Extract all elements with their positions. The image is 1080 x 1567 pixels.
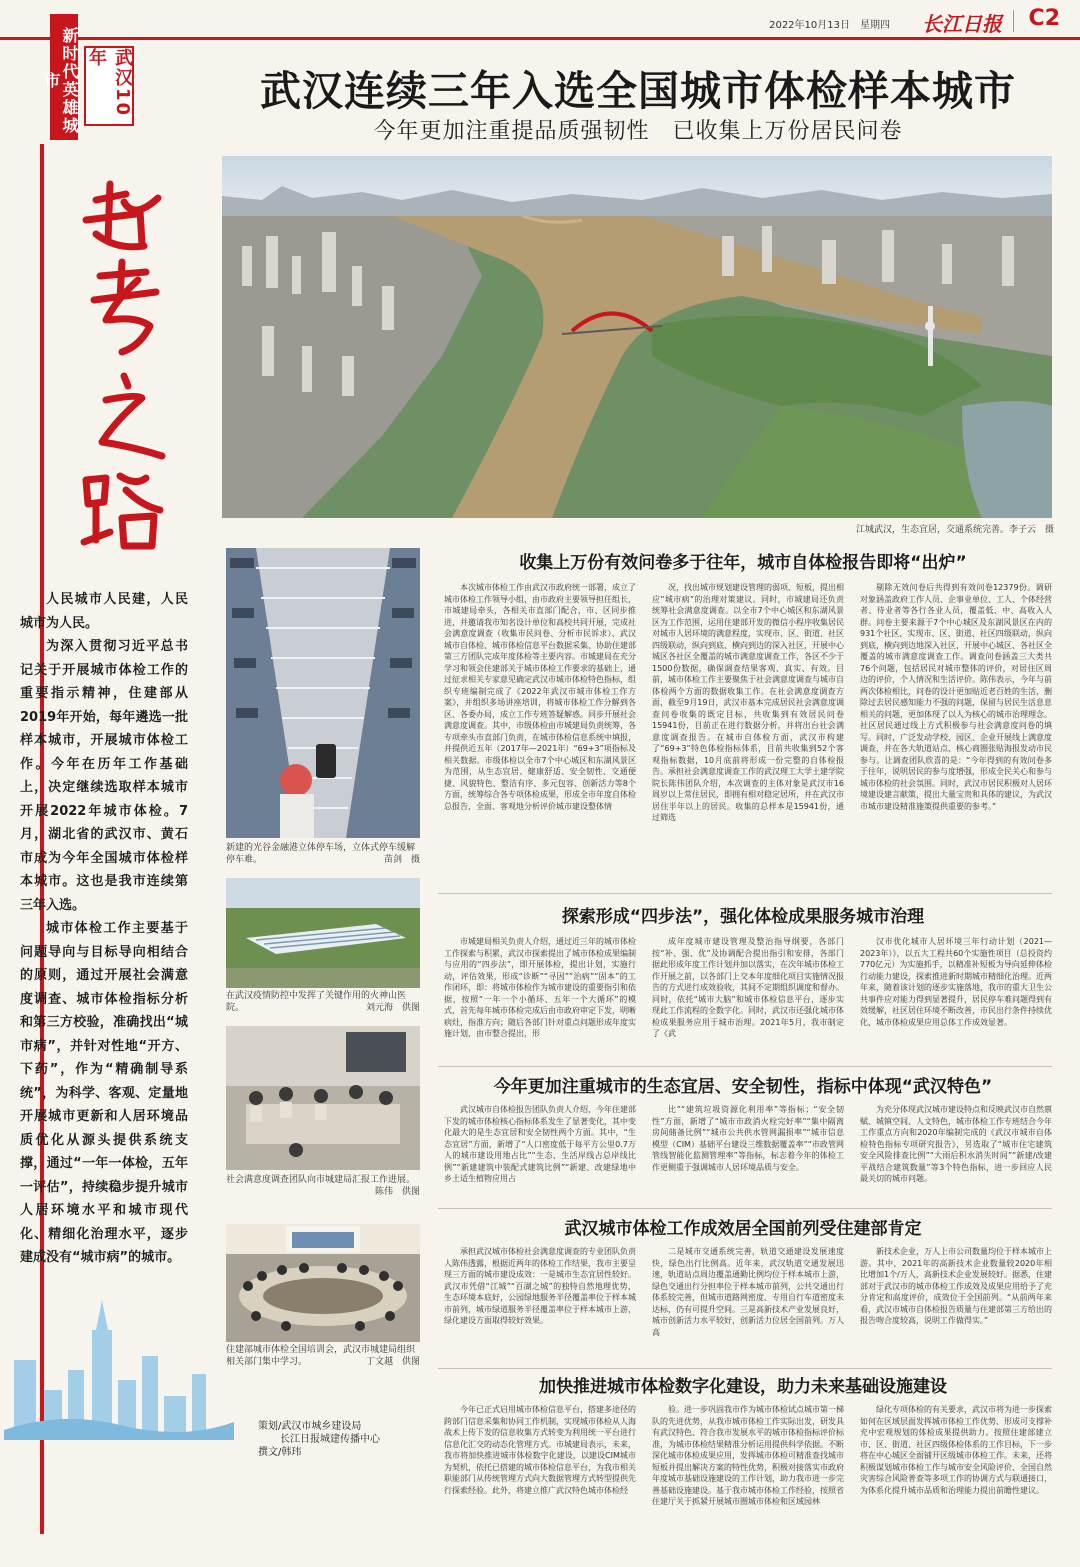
article-column: 汉市优化城市人居环境三年行动计划（2021—2023年）》，以五大工程共60个实施性项目（总投资约770亿元）为实施抓手，以精准补短板为导向延伸体检行动能力建设，探索推进新时期城市精细化治理。近两年来，随着该计划的逐步实施落地，我市的重大卫生公共事件应对能力得到显著提升，居民停车难问题得到有效缓解，社区居住环境不断改善，市民出行条件持续优化，城市体检成果应用总体工作成效显著。 bbox=[860, 937, 1052, 1027]
section-body-four-step bbox=[444, 936, 1052, 1060]
paper-name: 长江日报 bbox=[922, 12, 1002, 36]
article-column: 承担武汉城市体检社会满意度调查的专业团队负责人陈伟透露，根据近两年的体检工作结果，我市主要呈现三方面的城市建设成效：一是城市生态宜居性较好。武汉市凭借“江城”“百湖之城”的独特自然地理优势，生态环境本底好，公园绿地服务半径覆盖率位于样本城市前列，城市绿道服务半径覆盖率位于样本城市上游，绿化建设方面取得较好效果。 bbox=[444, 1247, 636, 1325]
caption-text: 在武汉疫情防控中发挥了关键作用的火神山医院。 bbox=[226, 991, 407, 1013]
credit-center: 长江日报城建传播中心 bbox=[280, 1434, 380, 1445]
photo-caption bbox=[226, 1174, 420, 1198]
parking-garage-illustration bbox=[226, 548, 420, 838]
masthead-divider bbox=[1013, 10, 1014, 32]
page-number: C2 bbox=[1028, 6, 1060, 31]
caption-text: 住建部城市体检全国培训会，武汉市城建局组织相关部门集中学习。 bbox=[226, 1345, 416, 1367]
section-heading-national-recognition: 武汉城市体检工作成效居全国前列受住建部肯定 bbox=[564, 1219, 922, 1239]
section-heading-wuhan-features: 今年更加注重城市的生态宜居、安全韧性，指标中体现“武汉特色” bbox=[493, 1077, 993, 1097]
photo-caption bbox=[226, 990, 420, 1014]
calligraphy-title-image bbox=[66, 180, 176, 560]
meeting-room-illustration bbox=[226, 1026, 420, 1170]
conference-illustration bbox=[226, 1224, 420, 1342]
city-skyline-illustration bbox=[4, 1300, 234, 1440]
intro-paragraph: 城市体检工作主要基于问题导向与目标导向相结合的原则，通过开展社会满意度调查、城市体检指标分析和第三方校验，准确找出“城市病”，并针对性地“开方、下药”，作为“精确制导系统”，为科学、客观、定量地开展城市更新和人居环境品质优化从源头提供系统支撑，通过“一年一体检，五年一评估”，持续稳步提升城市人居环境水平和城市现代化、精细化治理水平，逐步建成没有“城市病”的城市。 bbox=[20, 921, 188, 1265]
section-divider bbox=[438, 893, 1052, 894]
article-column: 验。进一步巩固我市作为城市体检试点城市第一梯队的先进优势，从我市城市体检工作实际出发，研发具有武汉特色、符合我市发展水平的城市体检指标评价标准，为城市体检结果精准分析运用提供科学依据。不断深化城市体检成果应用，发挥城市体检可精准查找城市短板并提出解决方案的特性优势，积极对接落实市政府年度城市基础设施建设的工作计划，助力我市进一步完善基础设施建设。基于我市城市体检工作经验，按照省住建厅关于抓紧开展城市圈城市体检和区域园林 bbox=[652, 1405, 844, 1506]
section-body-survey bbox=[444, 582, 1052, 884]
section-body-wuhan-features bbox=[444, 1104, 1052, 1214]
sub-headline: 今年更加注重提品质强韧性 已收集上万份居民问卷 bbox=[373, 119, 903, 144]
credit-writer: 撰文/韩玮 bbox=[258, 1447, 302, 1458]
wuhan-10-years-badge: 武汉10年 bbox=[84, 46, 134, 126]
caption-credit: 丁文越 供图 bbox=[365, 1357, 420, 1367]
article-column: 为充分体现武汉城市建设特点和反映武汉市自然禀赋、城镇空间、人文特色，城市体检工作专班结合今年工作重点方向和2020年编制完成的《武汉市城市自体检特色指标专项研究报告》，另选取了“城市住宅建筑安全风险排查比例”“大雨后积水消失时间”“新建/改建平战结合建筑数量”等3个特色指标，进一步回应人民最关切的城市问题。 bbox=[860, 1105, 1052, 1183]
intro-paragraph: 人民城市人民建，人民城市为人民。 bbox=[20, 592, 188, 631]
photo-training-conference bbox=[226, 1224, 420, 1342]
masthead bbox=[0, 0, 1080, 40]
caption-text: 新建的光谷金融港立体停车场，立体式停车缓解停车难。 bbox=[226, 843, 416, 865]
main-headline: 武汉连续三年入选全国城市体检样本城市 bbox=[260, 67, 1016, 115]
section-divider bbox=[438, 1368, 1052, 1369]
caption-credit: 苗剑 摄 bbox=[383, 855, 420, 865]
photo-caption bbox=[226, 842, 420, 866]
intro-text bbox=[20, 588, 188, 1270]
article-column: 成年度城市建设管理及整治指导纲要，各部门按“补、强、优”及协调配合提出指引和安排，各部门据此形成年度工作计划并加以落实，在次年城市体检工作开展之前，以各部门上交本年度细化项目实施情况报告的方式进行成效验收，其间不定期组织调度和督办。同时，依托“城市大脑”和城市体检信息平台，逐步实现此工作流程的全数字化。同时，武汉市还强化城市体检成果服务应用于城市治理。2021年5月，我市制定了《武 bbox=[652, 937, 844, 1038]
article-column: 武汉城市自体检报告团队负责人介绍，今年住建部下发的城市体检核心指标体系发生了显著变化，其中变化最大的是生态宜居和安全韧性两个方面。其中，“生态宜居”方面，新增了“人口密度低于每平方公里0.7万人的城市建设用地占比”“生态、生活岸线占总岸线比例”“新建建筑中装配式建筑比例”“新建、改建绿地中乡土适生植物应用占 bbox=[444, 1105, 636, 1183]
photo-survey-team-meeting bbox=[226, 1026, 420, 1170]
section-body-digital bbox=[444, 1404, 1052, 1560]
article-column: 今年已正式启用城市体检信息平台，搭建多途径的跨部门信息采集和协同工作机制，实现城市体检从人海战术上传下发的信息收集方式转变为利用统一平台进行信息化汇交的动态化管理方式。市城建局表示，未来，我市将加快推进城市体检数字化建设，以建设CIM城市为契机，依托已搭建的城市体检信息平台，为我市相关职能部门从传统管理方式向大数据管理方式转型提供先行探索经验。此外，将建立推广武汉特色城市体检经 bbox=[444, 1405, 636, 1495]
section-heading-four-step: 探索形成“四步法”，强化体检成果服务城市治理 bbox=[561, 907, 925, 927]
caption-credit: 刘元海 供图 bbox=[365, 1003, 420, 1013]
series-label: 新时代英雄城市 bbox=[50, 14, 78, 140]
article-column: 剔除无效问卷后共得到有效问卷12379份。调研对象涵盖政府工作人员、企事业单位、工人、个体经营者、待业者等各行各业人员，覆盖低、中、高收入人群。问卷主要来源于7个中心城区及东湖风景区在内的931个社区，实现市、区、街道、社区四级联动，纵向到底，横向到边地深入社区，开展中心城区、各社区全覆盖的城市满意度调查工作。调查问卷涵盖三大类共76个问题，包括居民对城市整体的评价，对居住区周边的评价，个人情况和生活评价。陈伟表示，今年与前两次体检相比，问卷的设计更加贴近老百姓的生活，删除过去居民感知能力不强的问题，保留与居民生活息息相关的问题，更加体现了以人为核心的城市治理理念。社区居民通过线上方式积极参与社会满意度问卷的填写。同时，广泛发动学校、园区、企业开展线上满意度调查，并在各大轨道站点、核心商圈张贴海报发动市民参与。让调查团队欣喜的是：“今年得到的有效问卷多于往年，说明居民的参与度增强，形成全民关心和参与城市体检的社会氛围。同时，武汉市居民积极对人居环境建设建言献策，提出大量宝贵和具体的建议，为武汉市城市建设精准施策提供重要的参考。” bbox=[860, 583, 1052, 811]
photo-caption bbox=[226, 1344, 420, 1368]
credit-planning: 策划/武汉市城乡建设局 bbox=[258, 1421, 362, 1432]
section-heading-digital: 加快推进城市体检数字化建设，助力未来基础设施建设 bbox=[539, 1377, 947, 1397]
caption-credit: 陈伟 供图 bbox=[374, 1187, 420, 1197]
caption-text: 社会满意度调查团队向市城建局汇报工作进展。 bbox=[226, 1175, 416, 1185]
article-column: 二是城市交通系统完善，轨道交通建设发展速度快，绿色出行比例高。近年来，武汉轨道交通发展迅速，轨道站点周边覆盖通勤比例均位于样本城市上游，绿色交通出行分担率位于样本城市前列，公共交通出行体系较完善，但城市道路网密度、专用自行车道密度未达标，仍有可提升空间。三是高新技术产业发展良好，城市创新活力水平较好，创新活力位居全国前列。万人高 bbox=[652, 1247, 844, 1337]
hero-photo-caption: 江城武汉，生态宜居，交通系统完善。李子云 摄 bbox=[855, 525, 1054, 535]
article-column: 况，找出城市规划建设管理的弱项、短板，提出相应“城市病”的治理对策建议。同时，市城建局还负责统筹社会满意度调查。以全市7个中心城区和东湖风景区为工作范围，运用住建部开发的微信小程序收集居民对城市人居环境的满意程度，实现市、区、街道、社区四级联动，纵向到底、横向到边的深入社区，开展中心城区各社区全覆盖的城市满意度调查工作，各区不少于1500份数据，确保调查结果客观、真实、有效。目前，城市体检工作主要聚焦于社会满意度调查与城市自体检两个方面的数据收集工作。在社会满意度调查方面，截至9月19日，武汉市基本完成居民社会满意度调查问卷收集的既定目标，共收集到有效居民问卷15941份，目前正在进行数据分析，并将出台社会满意度调查报告。在城市自体检方面，武汉市构建了“69+3”特色体检指标体系，目前共收集到52个客观指标数据，10月底前将形成一份完整的自体检报告。承担社会满意度调查工作的武汉理工大学土建学院院长陈伟团队介绍，本次调查的主体对象是武汉市16周岁以上常住居民，即拥有相对稳定居所，并在武汉市居住半年以上的居民。收集的总样本是15941份，通过筛选 bbox=[652, 583, 844, 822]
aerial-city-illustration bbox=[222, 156, 1052, 518]
section-divider bbox=[438, 1208, 1052, 1209]
intro-paragraph: 为深入贯彻习近平总书记关于开展城市体检工作的重要指示精神，住建部从2019年开始，每年遴选一批样本城市，开展城市体检工作。今年在历年工作基础上，决定继续选取样本城市开展2022年城市体检。7月，湖北省的武汉市、黄石市成为今年全国城市体检样本城市。这也是我市连续第三年入选。 bbox=[20, 639, 188, 913]
hospital-illustration bbox=[226, 878, 420, 988]
article-column: 新技术企业，万人上市公司数量均位于样本城市上游。其中，2021年的高新技术企业数量较2020年相比增加1个/万人，高新技术企业发展较好。据悉，住建部对于武汉市的城市体检工作成效及成果应用给予了充分肯定和高度评价，成效位于全国前列。“从前两年来看，武汉市城市自体检报告质量与住建部第三方给出的报告吻合度较高，说明工作做得实。” bbox=[860, 1247, 1052, 1325]
article-column: 绿化专项体检的有关要求，武汉市将为进一步探索如何在区域层面发挥城市体检工作优势、形成可支撑补充中宏观规划的体检成果提供助力。按照住建部建立市、区、街道、社区四级体检体系的工作目标，下一步将在中心城区全面铺开区级城市体检工作。未来，还将积极谋划城市体检工作与城市安全风险评价、全国自然灾害综合风险普查等多项工作的协调方式与联通接口，为体系化提升城市品质和治理能力提出前瞻性建议。 bbox=[860, 1405, 1052, 1495]
section-body-national-recognition bbox=[444, 1246, 1052, 1364]
credits-block bbox=[258, 1420, 380, 1459]
article-column: 本次城市体检工作由武汉市政府统一部署，成立了城市体检工作领导小组，由市政府主要领导担任组长，市城建局牵头，各相关市直部门配合，市、区同步推进，并邀请我市知名设计单位和高校共同开展，完成社会满意度调查（收集市民问卷、分析市民诉求）、武汉城市自体检、城市体检信息平台数据采集、协助住建部第三方团队完成年度体检等主要内容。市城建局在充分学习和领会住建部关于城市体检工作要求的基础上，通过征求相关专家意见确定武汉市城市体检特色指标，组织专班编制完成了《2022年武汉市城市体检工作方案》，并组织多场讲座培训，将城市体检工作分解到各区、各委办局，成立工作专班答疑解惑。同步开展社会满意度调查。其中，市级体检由市城建局负责统筹，各专项牵头市直部门负责，在城市体检信息系统中填报，并提供近五年（2017年—2021年）“69+3”项指标及相关数据。市级体检以全市7个中心城区和东湖风景区为范围，从生态宜居、健康舒适、安全韧性、交通便捷、风貌特色、整洁有序、多元包容、创新活力等8个方面，统筹综合各专项体检成果，形成全市年度自体检总报告，全面、客观地分析评价城市建设整体情 bbox=[444, 583, 636, 811]
issue-date: 2022年10月13日 星期四 bbox=[769, 20, 890, 31]
photo-parking-garage bbox=[226, 548, 420, 838]
article-column: 市城建局相关负责人介绍，通过近三年的城市体检工作探索与积累，武汉市探索提出了城市体检成果编制与应用的“四步法”，即开展体检，提出计划，实施行动，评估效果，形成“诊断”“寻因”“治病”“固本”的工作闭环，即：将城市体检作为城市建设的重要指引和依据，按照“一年一个小循环、五年一个大循环”的模式，首先每年城市体检完成后由市政府审定下发，明晰病灶，指准方向；随后各部门针对重点问题形成年度实施计划，由市整合提出，形 bbox=[444, 937, 636, 1038]
article-column: 比”“建筑垃圾资源化利用率”等指标；“安全韧性”方面，新增了“城市市政消火栓完好率”“集中隔离房间储备比例”“城市公共供水管网漏损率”“城市信息模型（CIM）基础平台建设三维数据覆盖率”“市政管网管线智能化监测管理率”等指标，标志着今年的体检工作更侧重于强调城市人居环境品质与安全。 bbox=[652, 1105, 844, 1172]
photo-huoshenshan-hospital bbox=[226, 878, 420, 988]
section-heading-survey: 收集上万份有效问卷多于往年，城市自体检报告即将“出炉” bbox=[519, 553, 967, 573]
hero-aerial-photo bbox=[222, 156, 1052, 518]
section-divider bbox=[438, 1066, 1052, 1067]
